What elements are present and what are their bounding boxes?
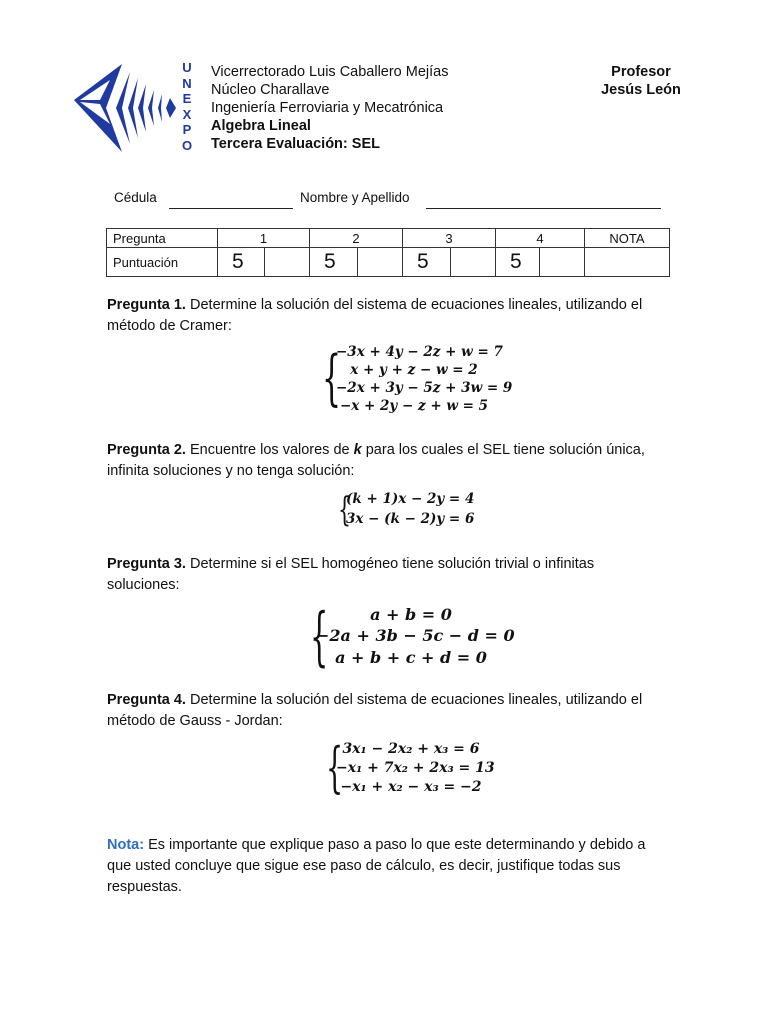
institution-line: Ingeniería Ferroviaria y Mecatrónica bbox=[211, 100, 444, 116]
equation: 3x − (k − 2)y = 6 bbox=[346, 511, 475, 527]
question-label: Pregunta 2. bbox=[107, 442, 186, 458]
unexpo-wordmark: U N E X P O bbox=[181, 60, 193, 153]
nombre-label: Nombre y Apellido bbox=[300, 190, 410, 205]
table-cell[interactable] bbox=[357, 248, 403, 277]
exam-title: Tercera Evaluación: SEL bbox=[211, 136, 380, 152]
brace-icon: { bbox=[310, 600, 329, 674]
equation: −x + 2y − z + w = 5 bbox=[339, 398, 489, 414]
cedula-label: Cédula bbox=[114, 190, 157, 205]
nota-text: Es importante que explique paso a paso lo que este determinando y debido a que usted concluye que sigue ese paso de cálculo, es decir, justifique todas sus respuestas. bbox=[107, 837, 646, 895]
course-title: Algebra Lineal bbox=[211, 118, 311, 134]
nota-paragraph bbox=[107, 835, 667, 898]
table-cell[interactable] bbox=[450, 248, 496, 277]
equation: (k + 1)x − 2y = 4 bbox=[346, 491, 475, 507]
table-cell: 2 bbox=[310, 229, 403, 248]
table-cell: 4 bbox=[496, 229, 585, 248]
question-3 bbox=[107, 554, 667, 596]
brace-icon: { bbox=[322, 343, 342, 413]
equation: −2x + 3y − 5z + 3w = 9 bbox=[336, 380, 513, 396]
equation: a + b + c + d = 0 bbox=[335, 648, 487, 667]
equation: −x₁ + 7x₂ + 2x₃ = 13 bbox=[336, 760, 495, 776]
equation: −3x + 4y − 2z + w = 7 bbox=[336, 344, 503, 360]
question-label: Pregunta 4. bbox=[107, 692, 186, 708]
table-cell[interactable] bbox=[585, 248, 670, 277]
table-row bbox=[107, 229, 670, 248]
nota-label: Nota: bbox=[107, 837, 145, 853]
table-cell: 5 bbox=[218, 248, 265, 277]
table-cell: 5 bbox=[310, 248, 358, 277]
table-row bbox=[107, 248, 670, 277]
equation-system-2 bbox=[338, 491, 478, 529]
equation: x + y + z − w = 2 bbox=[350, 362, 478, 378]
equation: −x₁ + x₂ − x₃ = −2 bbox=[340, 779, 482, 795]
table-cell[interactable] bbox=[264, 248, 310, 277]
question-label: Pregunta 1. bbox=[107, 297, 186, 313]
table-cell: NOTA bbox=[585, 229, 670, 248]
brace-icon: { bbox=[338, 490, 351, 530]
institution-line: Vicerrectorado Luis Caballero Mejías bbox=[211, 64, 449, 80]
professor-label: Profesor bbox=[611, 64, 671, 80]
question-4 bbox=[107, 690, 667, 732]
cedula-field[interactable] bbox=[169, 208, 293, 209]
institution-block bbox=[211, 63, 449, 153]
unexpo-logo bbox=[70, 62, 180, 154]
table-cell: 5 bbox=[496, 248, 540, 277]
nombre-field[interactable] bbox=[426, 208, 661, 209]
question-2 bbox=[107, 440, 667, 482]
table-cell: 3 bbox=[403, 229, 496, 248]
question-text: para los cuales el SEL tiene solución única, infinita soluciones y no tenga solución: bbox=[107, 442, 645, 479]
question-text: Encuentre los valores de bbox=[190, 442, 354, 458]
brace-icon: { bbox=[326, 736, 344, 799]
professor-name: Jesús León bbox=[601, 82, 681, 98]
question-text: Determine si el SEL homogéneo tiene solución trivial o infinitas soluciones: bbox=[107, 556, 595, 593]
equation-system-4 bbox=[326, 736, 496, 799]
equation: a + b = 0 bbox=[370, 605, 452, 624]
score-table bbox=[106, 228, 670, 277]
question-text: Determine la solución del sistema de ecuaciones lineales, utilizando el método de Gauss - Jordan: bbox=[107, 692, 643, 729]
equation-system-3 bbox=[310, 600, 515, 674]
table-cell: Puntuación bbox=[107, 248, 218, 277]
institution-line: Núcleo Charallave bbox=[211, 82, 330, 98]
question-label: Pregunta 3. bbox=[107, 556, 186, 572]
table-cell[interactable] bbox=[540, 248, 585, 277]
professor-block bbox=[586, 63, 696, 99]
table-cell: 1 bbox=[218, 229, 310, 248]
table-cell: Pregunta bbox=[107, 229, 218, 248]
equation: −2a + 3b − 5c − d = 0 bbox=[316, 626, 515, 645]
table-cell: 5 bbox=[403, 248, 451, 277]
question-1 bbox=[107, 295, 667, 337]
equation-system-1 bbox=[322, 343, 513, 416]
equation: 3x₁ − 2x₂ + x₃ = 6 bbox=[342, 741, 480, 757]
question-variable: k bbox=[353, 442, 362, 458]
question-text: Determine la solución del sistema de ecuaciones lineales, utilizando el método de Cramer: bbox=[107, 297, 643, 334]
